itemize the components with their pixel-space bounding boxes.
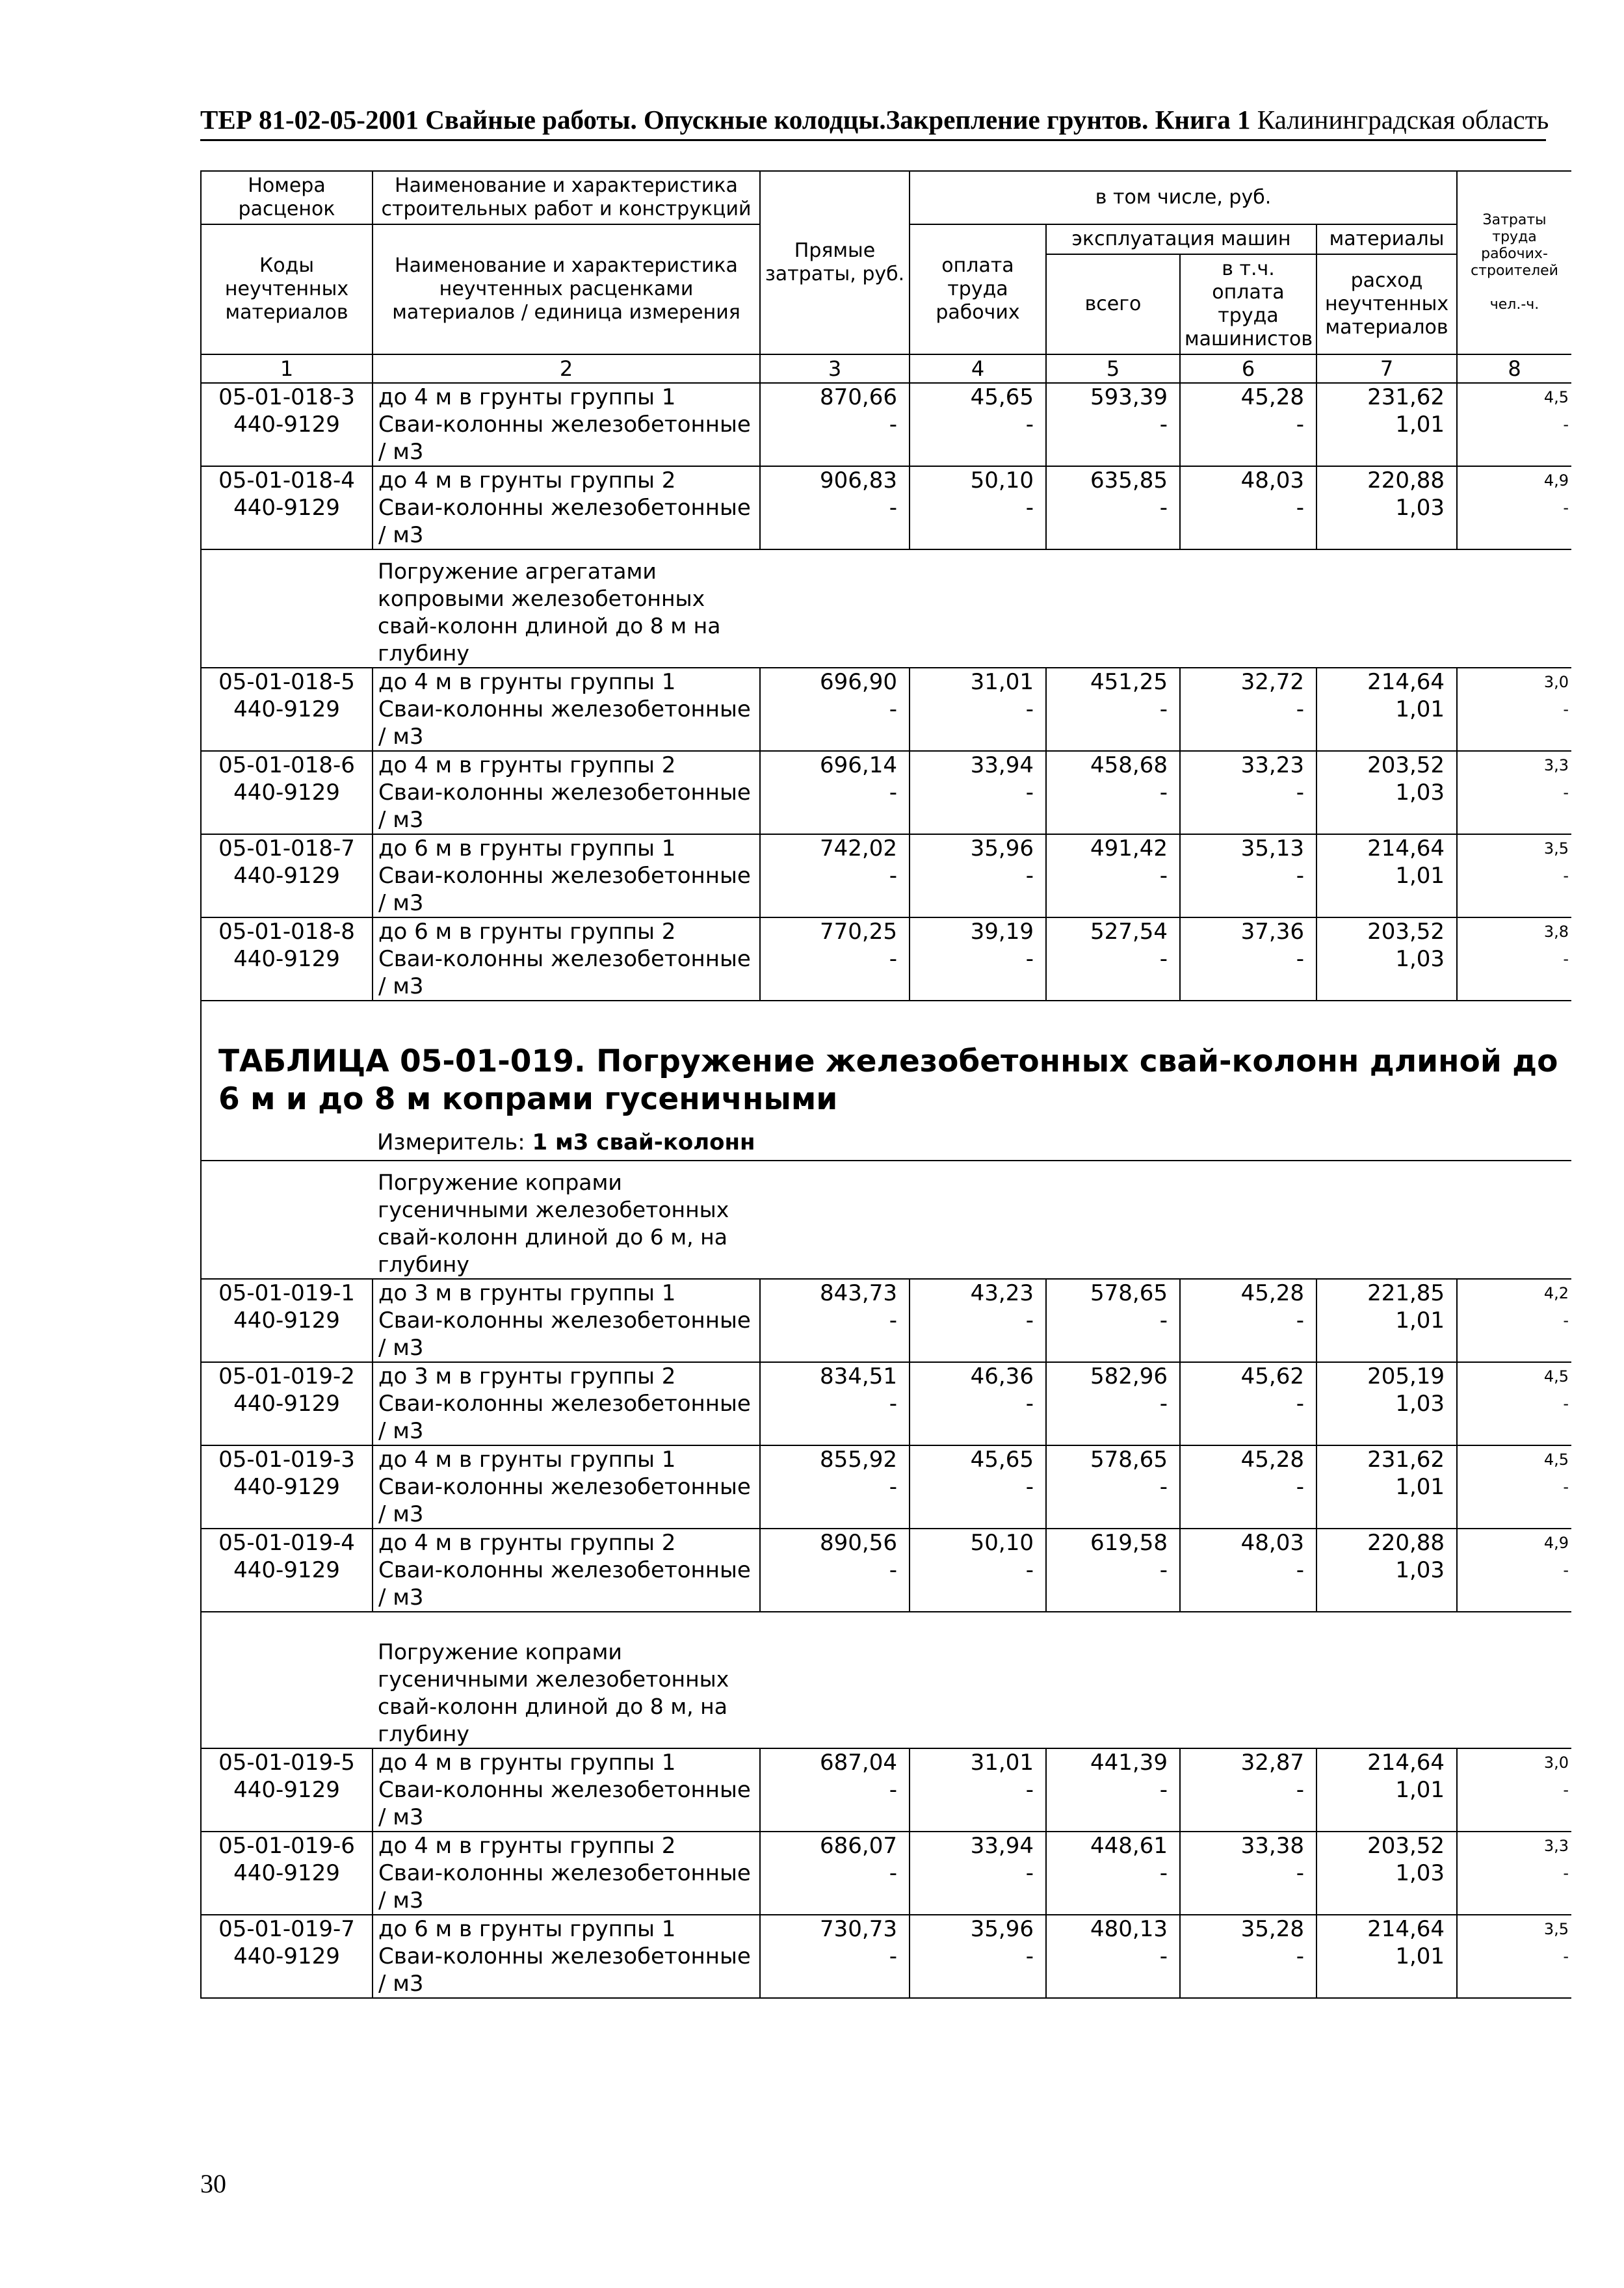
- worker-pay: 33,94: [910, 751, 1046, 779]
- material-row: [201, 945, 1571, 1001]
- rate-code: 05-01-019-4: [201, 1529, 373, 1557]
- worker-pay: 43,23: [910, 1279, 1046, 1307]
- materials-cost: 221,85: [1316, 1279, 1457, 1307]
- section-row: [201, 1612, 1571, 1748]
- materials-cost: 214,64: [1316, 1915, 1457, 1943]
- measure-value: 1 м3 свай-колонн: [532, 1129, 755, 1155]
- machine-total: 448,61: [1046, 1832, 1180, 1860]
- hdr-labor-unit: чел.-ч.: [1489, 296, 1539, 313]
- material-worker: -: [910, 1307, 1046, 1362]
- rate-code: 05-01-018-8: [201, 917, 373, 945]
- material-machine: -: [1046, 779, 1180, 834]
- material-labor: -: [1457, 1307, 1571, 1362]
- rate-row: [201, 1362, 1571, 1390]
- material-machine: -: [1046, 1473, 1180, 1529]
- labor-costs: 4,5: [1457, 383, 1571, 411]
- header-rule: [200, 139, 1546, 141]
- section-row: [201, 1161, 1571, 1279]
- rate-code: 05-01-019-7: [201, 1915, 373, 1943]
- material-machine: -: [1046, 696, 1180, 751]
- section-018-8m: [201, 549, 1571, 668]
- material-operator: -: [1180, 1473, 1316, 1529]
- machine-total: 451,25: [1046, 668, 1180, 696]
- labor-costs: 4,5: [1457, 1445, 1571, 1473]
- rate-row: [201, 668, 1571, 696]
- worker-pay: 31,01: [910, 1748, 1046, 1776]
- materials-cost: 205,19: [1316, 1362, 1457, 1390]
- rate-row: [201, 917, 1571, 945]
- material-direct: -: [760, 696, 910, 751]
- material-operator: -: [1180, 1390, 1316, 1445]
- header-row-1: [201, 171, 1571, 224]
- labor-costs: 3,8: [1457, 917, 1571, 945]
- direct-costs: 696,14: [760, 751, 910, 779]
- material-usage: 1,01: [1316, 1776, 1457, 1832]
- material-name: Сваи-колонны железобетонные / м3: [373, 1307, 760, 1362]
- column-numbers-row: [201, 354, 1571, 383]
- rate-row: [201, 1445, 1571, 1473]
- materials-cost: 220,88: [1316, 1529, 1457, 1557]
- material-usage: 1,01: [1316, 1307, 1457, 1362]
- material-row: [201, 1473, 1571, 1529]
- rate-row: [201, 1832, 1571, 1860]
- rate-code: 05-01-019-6: [201, 1832, 373, 1860]
- material-direct: -: [760, 1776, 910, 1832]
- material-machine: -: [1046, 1557, 1180, 1612]
- material-usage: 1,03: [1316, 1557, 1457, 1612]
- work-name: до 3 м в грунты группы 1: [373, 1279, 760, 1307]
- operator-pay: 45,28: [1180, 1279, 1316, 1307]
- material-direct: -: [760, 1860, 910, 1915]
- material-code: 440-9129: [201, 1390, 373, 1445]
- direct-costs: 843,73: [760, 1279, 910, 1307]
- material-code: 440-9129: [201, 1307, 373, 1362]
- material-code: 440-9129: [201, 779, 373, 834]
- material-worker: -: [910, 411, 1046, 466]
- direct-costs: 870,66: [760, 383, 910, 411]
- rate-code: 05-01-018-6: [201, 751, 373, 779]
- hdr-material-usage: расход неучтенных материалов: [1316, 254, 1457, 354]
- material-labor: -: [1457, 696, 1571, 751]
- material-row: [201, 1860, 1571, 1915]
- materials-cost: 203,52: [1316, 751, 1457, 779]
- material-worker: -: [910, 862, 1046, 917]
- machine-total: 578,65: [1046, 1279, 1180, 1307]
- direct-costs: 855,92: [760, 1445, 910, 1473]
- material-code: 440-9129: [201, 1557, 373, 1612]
- labor-costs: 3,0: [1457, 1748, 1571, 1776]
- machine-total: 527,54: [1046, 917, 1180, 945]
- material-name: Сваи-колонны железобетонные / м3: [373, 696, 760, 751]
- hdr-work-name: Наименование и характеристика строительных работ и конструкций: [373, 171, 760, 224]
- operator-pay: 45,28: [1180, 383, 1316, 411]
- direct-costs: 730,73: [760, 1915, 910, 1943]
- work-name: до 4 м в грунты группы 1: [373, 668, 760, 696]
- labor-costs: 4,2: [1457, 1279, 1571, 1307]
- machine-total: 619,58: [1046, 1529, 1180, 1557]
- hdr-direct-costs: Прямые затраты, руб.: [760, 171, 910, 354]
- material-code: 440-9129: [201, 1776, 373, 1832]
- material-machine: -: [1046, 1860, 1180, 1915]
- material-direct: -: [760, 411, 910, 466]
- material-name: Сваи-колонны железобетонные / м3: [373, 1390, 760, 1445]
- material-usage: 1,01: [1316, 1473, 1457, 1529]
- labor-costs: 3,5: [1457, 1915, 1571, 1943]
- material-operator: -: [1180, 1860, 1316, 1915]
- materials-cost: 231,62: [1316, 383, 1457, 411]
- material-row: [201, 411, 1571, 466]
- hdr-labor-costs-text: Затраты труда рабочих-строителей: [1471, 212, 1558, 279]
- rate-row: [201, 383, 1571, 411]
- hdr-material-name: Наименование и характеристика неучтенных расценками материалов / единица измерения: [373, 224, 760, 354]
- material-code: 440-9129: [201, 1943, 373, 1998]
- material-direct: -: [760, 779, 910, 834]
- col-number: 4: [910, 354, 1046, 383]
- worker-pay: 39,19: [910, 917, 1046, 945]
- material-direct: -: [760, 862, 910, 917]
- materials-cost: 214,64: [1316, 1748, 1457, 1776]
- measure-row: [201, 1125, 1571, 1161]
- machine-total: 578,65: [1046, 1445, 1180, 1473]
- machine-total: 582,96: [1046, 1362, 1180, 1390]
- col-number: 8: [1457, 354, 1571, 383]
- section-row: [201, 549, 1571, 668]
- material-row: [201, 1307, 1571, 1362]
- direct-costs: 687,04: [760, 1748, 910, 1776]
- material-name: Сваи-колонны железобетонные / м3: [373, 1473, 760, 1529]
- direct-costs: 770,25: [760, 917, 910, 945]
- direct-costs: 696,90: [760, 668, 910, 696]
- material-worker: -: [910, 1776, 1046, 1832]
- material-name: Сваи-колонны железобетонные / м3: [373, 779, 760, 834]
- worker-pay: 31,01: [910, 668, 1046, 696]
- section-title: Погружение копрами гусеничными железобетонных свай-колонн длиной до 6 м, на глубину: [378, 1170, 729, 1277]
- operator-pay: 32,72: [1180, 668, 1316, 696]
- hdr-operator-pay: в т.ч. оплата труда машинистов: [1180, 254, 1316, 354]
- labor-costs: 3,5: [1457, 834, 1571, 862]
- material-labor: -: [1457, 1390, 1571, 1445]
- material-operator: -: [1180, 411, 1316, 466]
- work-name: до 6 м в грунты группы 2: [373, 917, 760, 945]
- material-labor: -: [1457, 1776, 1571, 1832]
- rate-code: 05-01-019-3: [201, 1445, 373, 1473]
- materials-cost: 214,64: [1316, 668, 1457, 696]
- material-code: 440-9129: [201, 1473, 373, 1529]
- table2-title-row: [201, 1030, 1571, 1125]
- material-worker: -: [910, 696, 1046, 751]
- material-name: Сваи-колонны железобетонные / м3: [373, 1860, 760, 1915]
- material-row: [201, 494, 1571, 549]
- material-worker: -: [910, 494, 1046, 549]
- work-name: до 4 м в грунты группы 2: [373, 1832, 760, 1860]
- direct-costs: 834,51: [760, 1362, 910, 1390]
- rows-group-019-a: [201, 1279, 1571, 1612]
- material-usage: 1,01: [1316, 862, 1457, 917]
- material-name: Сваи-колонны железобетонные / м3: [373, 945, 760, 1001]
- rate-code: 05-01-019-1: [201, 1279, 373, 1307]
- worker-pay: 33,94: [910, 1832, 1046, 1860]
- measure: [201, 1125, 1571, 1161]
- col-number: 7: [1316, 354, 1457, 383]
- material-operator: -: [1180, 494, 1316, 549]
- material-machine: -: [1046, 1943, 1180, 1998]
- material-row: [201, 1557, 1571, 1612]
- header-region: Калининградская область: [1250, 105, 1549, 135]
- worker-pay: 45,65: [910, 1445, 1046, 1473]
- material-row: [201, 1943, 1571, 1998]
- col-number: 6: [1180, 354, 1316, 383]
- material-operator: -: [1180, 862, 1316, 917]
- hdr-codes: Коды неучтенных материалов: [201, 224, 373, 354]
- operator-pay: 32,87: [1180, 1748, 1316, 1776]
- machine-total: 491,42: [1046, 834, 1180, 862]
- material-usage: 1,03: [1316, 1860, 1457, 1915]
- rate-code: 05-01-019-2: [201, 1362, 373, 1390]
- material-operator: -: [1180, 779, 1316, 834]
- hdr-materials: материалы: [1316, 224, 1457, 254]
- col-number: 2: [373, 354, 760, 383]
- material-labor: -: [1457, 1557, 1571, 1612]
- rate-row: [201, 751, 1571, 779]
- materials-cost: 203,52: [1316, 1832, 1457, 1860]
- material-labor: -: [1457, 1943, 1571, 1998]
- work-name: до 6 м в грунты группы 1: [373, 1915, 760, 1943]
- labor-costs: 4,5: [1457, 1362, 1571, 1390]
- machine-total: 441,39: [1046, 1748, 1180, 1776]
- material-worker: -: [910, 1473, 1046, 1529]
- labor-costs: 4,9: [1457, 466, 1571, 494]
- machine-total: 593,39: [1046, 383, 1180, 411]
- materials-cost: 214,64: [1316, 834, 1457, 862]
- work-name: до 4 м в грунты группы 1: [373, 383, 760, 411]
- rate-row: [201, 1748, 1571, 1776]
- worker-pay: 46,36: [910, 1362, 1046, 1390]
- work-name: до 3 м в грунты группы 2: [373, 1362, 760, 1390]
- material-operator: -: [1180, 1776, 1316, 1832]
- rate-code: 05-01-018-7: [201, 834, 373, 862]
- direct-costs: 742,02: [760, 834, 910, 862]
- material-row: [201, 1776, 1571, 1832]
- section-title: Погружение копрами гусеничными железобетонных свай-колонн длиной до 8 м, на глубину: [373, 1612, 760, 1748]
- material-labor: -: [1457, 1860, 1571, 1915]
- rate-row: [201, 466, 1571, 494]
- rate-row: [201, 1279, 1571, 1307]
- page-content: [200, 170, 1571, 1999]
- worker-pay: 35,96: [910, 1915, 1046, 1943]
- material-direct: -: [760, 494, 910, 549]
- labor-costs: 4,9: [1457, 1529, 1571, 1557]
- hdr-machine-operation: эксплуатация машин: [1046, 224, 1316, 254]
- operator-pay: 33,23: [1180, 751, 1316, 779]
- material-direct: -: [760, 1307, 910, 1362]
- material-labor: -: [1457, 1473, 1571, 1529]
- rate-row: [201, 834, 1571, 862]
- work-name: до 4 м в грунты группы 1: [373, 1748, 760, 1776]
- header-title: ТЕР 81-02-05-2001 Свайные работы. Опускные колодцы.Закрепление грунтов. Книга 1: [200, 105, 1251, 135]
- material-machine: -: [1046, 1776, 1180, 1832]
- materials-cost: 220,88: [1316, 466, 1457, 494]
- material-row: [201, 862, 1571, 917]
- material-machine: -: [1046, 945, 1180, 1001]
- material-name: Сваи-колонны железобетонные / м3: [373, 1776, 760, 1832]
- worker-pay: 50,10: [910, 466, 1046, 494]
- material-row: [201, 696, 1571, 751]
- material-machine: -: [1046, 1307, 1180, 1362]
- operator-pay: 48,03: [1180, 1529, 1316, 1557]
- material-name: Сваи-колонны железобетонные / м3: [373, 494, 760, 549]
- work-name: до 4 м в грунты группы 2: [373, 751, 760, 779]
- direct-costs: 906,83: [760, 466, 910, 494]
- labor-costs: 3,3: [1457, 751, 1571, 779]
- material-worker: -: [910, 1557, 1046, 1612]
- material-labor: -: [1457, 779, 1571, 834]
- material-usage: 1,03: [1316, 945, 1457, 1001]
- direct-costs: 686,07: [760, 1832, 910, 1860]
- work-name: до 4 м в грунты группы 2: [373, 466, 760, 494]
- material-code: 440-9129: [201, 862, 373, 917]
- material-labor: -: [1457, 494, 1571, 549]
- material-machine: -: [1046, 862, 1180, 917]
- rate-code: 05-01-019-5: [201, 1748, 373, 1776]
- material-worker: -: [910, 779, 1046, 834]
- col-number: 5: [1046, 354, 1180, 383]
- operator-pay: 35,13: [1180, 834, 1316, 862]
- material-direct: -: [760, 1473, 910, 1529]
- material-labor: -: [1457, 862, 1571, 917]
- material-machine: -: [1046, 411, 1180, 466]
- operator-pay: 45,28: [1180, 1445, 1316, 1473]
- material-usage: 1,03: [1316, 494, 1457, 549]
- material-operator: -: [1180, 945, 1316, 1001]
- rate-code: 05-01-018-4: [201, 466, 373, 494]
- worker-pay: 35,96: [910, 834, 1046, 862]
- worker-pay: 50,10: [910, 1529, 1046, 1557]
- material-name: Сваи-колонны железобетонные / м3: [373, 411, 760, 466]
- operator-pay: 33,38: [1180, 1832, 1316, 1860]
- material-direct: -: [760, 1943, 910, 1998]
- rate-code: 05-01-018-5: [201, 668, 373, 696]
- work-name: до 4 м в грунты группы 2: [373, 1529, 760, 1557]
- page-header: [200, 104, 1549, 135]
- material-usage: 1,03: [1316, 779, 1457, 834]
- operator-pay: 48,03: [1180, 466, 1316, 494]
- material-usage: 1,01: [1316, 1943, 1457, 1998]
- material-code: 440-9129: [201, 1860, 373, 1915]
- material-operator: -: [1180, 696, 1316, 751]
- material-code: 440-9129: [201, 696, 373, 751]
- section-019-8m: [201, 1612, 1571, 1748]
- measure-label: Измеритель:: [377, 1129, 532, 1155]
- rate-row: [201, 1529, 1571, 1557]
- work-name: до 6 м в грунты группы 1: [373, 834, 760, 862]
- hdr-labor-costs: [1457, 171, 1571, 354]
- material-row: [201, 1390, 1571, 1445]
- machine-total: 635,85: [1046, 466, 1180, 494]
- rows-group-019-b: [201, 1748, 1571, 1998]
- hdr-worker-pay: оплата труда рабочих: [910, 224, 1046, 354]
- material-code: 440-9129: [201, 945, 373, 1001]
- rows-group-018-a: [201, 383, 1571, 549]
- operator-pay: 35,28: [1180, 1915, 1316, 1943]
- material-machine: -: [1046, 494, 1180, 549]
- hdr-total: всего: [1046, 254, 1180, 354]
- machine-total: 458,68: [1046, 751, 1180, 779]
- material-worker: -: [910, 1860, 1046, 1915]
- material-usage: 1,01: [1316, 411, 1457, 466]
- operator-pay: 37,36: [1180, 917, 1316, 945]
- blank-row: [201, 1001, 1571, 1030]
- col-number: 1: [201, 354, 373, 383]
- labor-costs: 3,0: [1457, 668, 1571, 696]
- material-worker: -: [910, 1390, 1046, 1445]
- material-machine: -: [1046, 1390, 1180, 1445]
- materials-cost: 231,62: [1316, 1445, 1457, 1473]
- material-name: Сваи-колонны железобетонные / м3: [373, 1557, 760, 1612]
- worker-pay: 45,65: [910, 383, 1046, 411]
- labor-costs: 3,3: [1457, 1832, 1571, 1860]
- rates-table: [200, 170, 1571, 1999]
- direct-costs: 890,56: [760, 1529, 910, 1557]
- material-name: Сваи-колонны железобетонные / м3: [373, 862, 760, 917]
- material-code: 440-9129: [201, 494, 373, 549]
- material-operator: -: [1180, 1307, 1316, 1362]
- material-code: 440-9129: [201, 411, 373, 466]
- table2-title: ТАБЛИЦА 05-01-019. Погружение железобетонных свай-колонн длиной до 6 м и до 8 м копрами гусеничными: [201, 1030, 1571, 1125]
- material-operator: -: [1180, 1943, 1316, 1998]
- col-number: 3: [760, 354, 910, 383]
- material-direct: -: [760, 945, 910, 1001]
- operator-pay: 45,62: [1180, 1362, 1316, 1390]
- material-direct: -: [760, 1390, 910, 1445]
- hdr-including: в том числе, руб.: [910, 171, 1457, 224]
- hdr-rate-numbers: Номера расценок: [201, 171, 373, 224]
- material-row: [201, 779, 1571, 834]
- material-labor: -: [1457, 411, 1571, 466]
- material-direct: -: [760, 1557, 910, 1612]
- page-number: 30: [200, 2169, 226, 2198]
- material-worker: -: [910, 945, 1046, 1001]
- rate-row: [201, 1915, 1571, 1943]
- material-usage: 1,01: [1316, 696, 1457, 751]
- material-usage: 1,03: [1316, 1390, 1457, 1445]
- materials-cost: 203,52: [1316, 917, 1457, 945]
- rows-group-018-b: [201, 668, 1571, 1001]
- table2-heading: [201, 1001, 1571, 1279]
- material-labor: -: [1457, 945, 1571, 1001]
- material-name: Сваи-колонны железобетонные / м3: [373, 1943, 760, 1998]
- section-title: Погружение агрегатами копровыми железобетонных свай-колонн длиной до 8 м на глубину: [373, 549, 760, 668]
- material-worker: -: [910, 1943, 1046, 1998]
- work-name: до 4 м в грунты группы 1: [373, 1445, 760, 1473]
- rate-code: 05-01-018-3: [201, 383, 373, 411]
- material-operator: -: [1180, 1557, 1316, 1612]
- machine-total: 480,13: [1046, 1915, 1180, 1943]
